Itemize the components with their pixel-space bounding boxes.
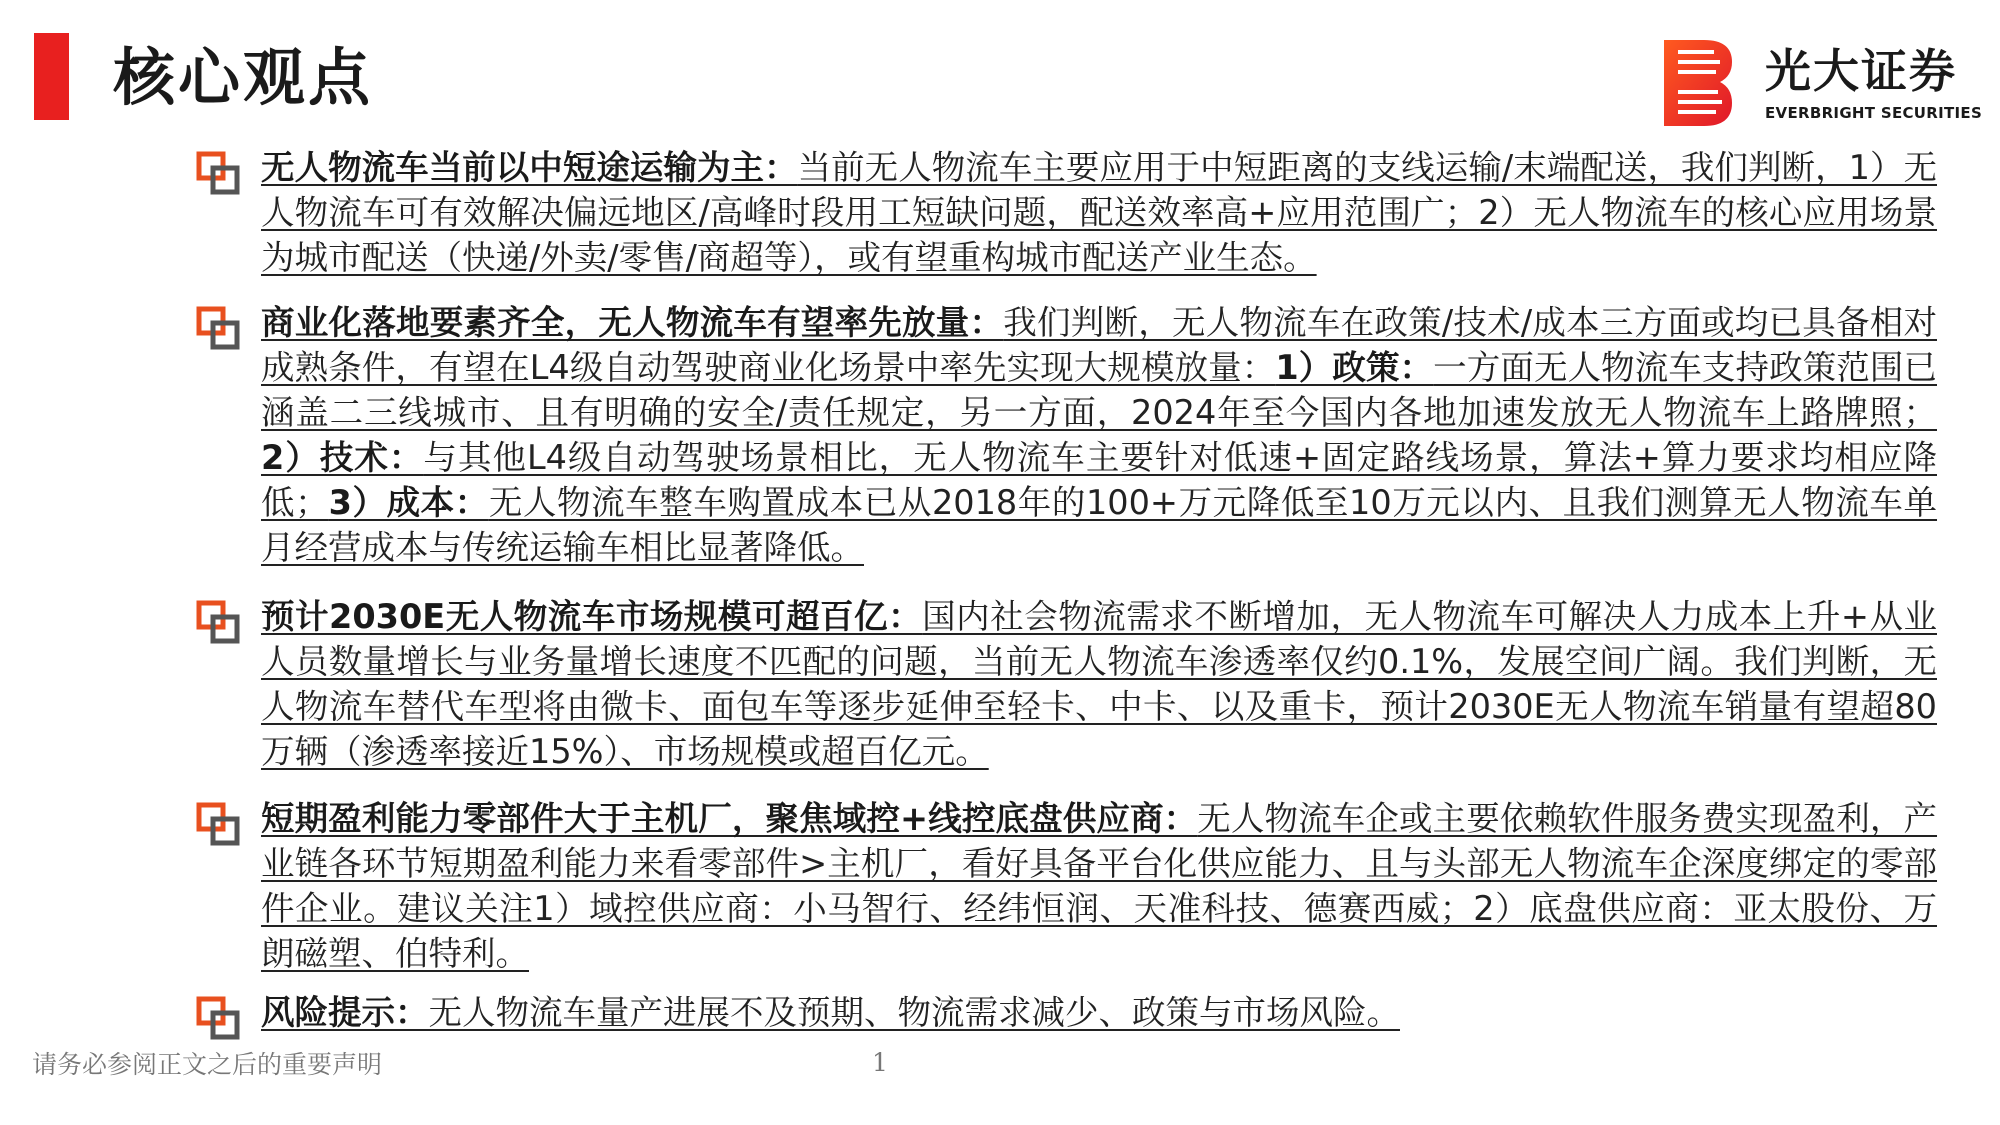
- bullet-square-icon: [196, 802, 240, 846]
- bullet-subheading: 2）技术：: [261, 438, 424, 477]
- bullet-square-icon: [196, 306, 240, 350]
- page-title: 核心观点: [113, 41, 374, 114]
- disclaimer-note: 请务必参阅正文之后的重要声明: [32, 1050, 383, 1079]
- bullet-heading: 商业化落地要素齐全，无人物流车有望率先放量：: [261, 303, 1004, 342]
- company-logo: [1664, 40, 1984, 126]
- bullet-square-icon: [196, 600, 240, 644]
- page-number: 1: [872, 1048, 888, 1077]
- bullet-body: 国内社会物流需求不断增加，无人物流车可解决人力成本上升+从业人员数量增长与业务量增长速度不匹配的问题，当前无人物流车渗透率仅约0.1%，发展空间广阔。我们判断，无人物流车替代车型将由微卡、面包车等逐步延伸至轻卡、中卡、以及重卡，预计2030E无人物流车销量有望超80万辆（渗透率接近15%）、市场规模或超百亿元。: [261, 597, 1937, 771]
- logo-chinese-text: 光大证券: [1765, 44, 1957, 98]
- bullet-body: 无人物流车量产进展不及预期、物流需求减少、政策与市场风险。: [428, 993, 1400, 1032]
- bullet-body: 无人物流车企或主要依赖软件服务费实现盈利，产业链各环节短期盈利能力来看零部件>主机厂，看好具备平台化供应能力、且与头部无人物流车企深度绑定的零部件企业。建议关注1）域控供应商：小马智行、经纬恒润、天准科技、德赛西威；2）底盘供应商：亚太股份、万朗磁塑、伯特利。: [261, 799, 1938, 973]
- bullet-heading: 无人物流车当前以中短途运输为主：: [261, 148, 798, 187]
- bullet-square-icon: [196, 151, 240, 195]
- bullet-text: [261, 594, 1937, 774]
- bullet-text: [261, 990, 1937, 1035]
- bullet-text: [261, 300, 1937, 570]
- bullet-heading: 预计2030E无人物流车市场规模可超百亿：: [261, 597, 923, 636]
- bullet-square-icon: [196, 996, 240, 1040]
- logo-english-text: EVERBRIGHT SECURITIES: [1765, 104, 1983, 122]
- bullet-subheading: 1）政策：: [1275, 348, 1434, 387]
- bullet-heading: 风险提示：: [261, 993, 429, 1032]
- everbright-logo-icon: [1664, 40, 1732, 126]
- bullet-subheading: 3）成本：: [328, 483, 489, 522]
- bullet-body: 与其他L4级自动驾驶场景相比，无人物流车主要针对低速+固定路线场景，算法+算力要求均相应降低；: [261, 438, 1937, 522]
- bullet-body: 无人物流车整车购置成本已从2018年的100+万元降低至10万元以内、且我们测算无人物流车单月经营成本与传统运输车相比显著降低。: [261, 483, 1938, 567]
- bullet-heading: 短期盈利能力零部件大于主机厂，聚焦域控+线控底盘供应商：: [261, 799, 1198, 838]
- bullet-text: [261, 145, 1937, 280]
- bullet-text: [261, 796, 1937, 976]
- bullet-body: 当前无人物流车主要应用于中短距离的支线运输/末端配送，我们判断，1）无人物流车可有效解决偏远地区/高峰时段用工短缺问题，配送效率高+应用范围广；2）无人物流车的核心应用场景为城市配送（快递/外卖/零售/商超等），或有望重构城市配送产业生态。: [261, 148, 1937, 277]
- bullet-body: 一方面无人物流车支持政策范围已涵盖二三线城市、且有明确的安全/责任规定，另一方面，2024年至今国内各地加速发放无人物流车上路牌照；: [261, 348, 1937, 432]
- title-accent-bar: [34, 33, 69, 120]
- bullet-body: 我们判断，无人物流车在政策/技术/成本三方面或均已具备相对成熟条件，有望在L4级自动驾驶商业化场景中率先实现大规模放量：: [261, 303, 1937, 387]
